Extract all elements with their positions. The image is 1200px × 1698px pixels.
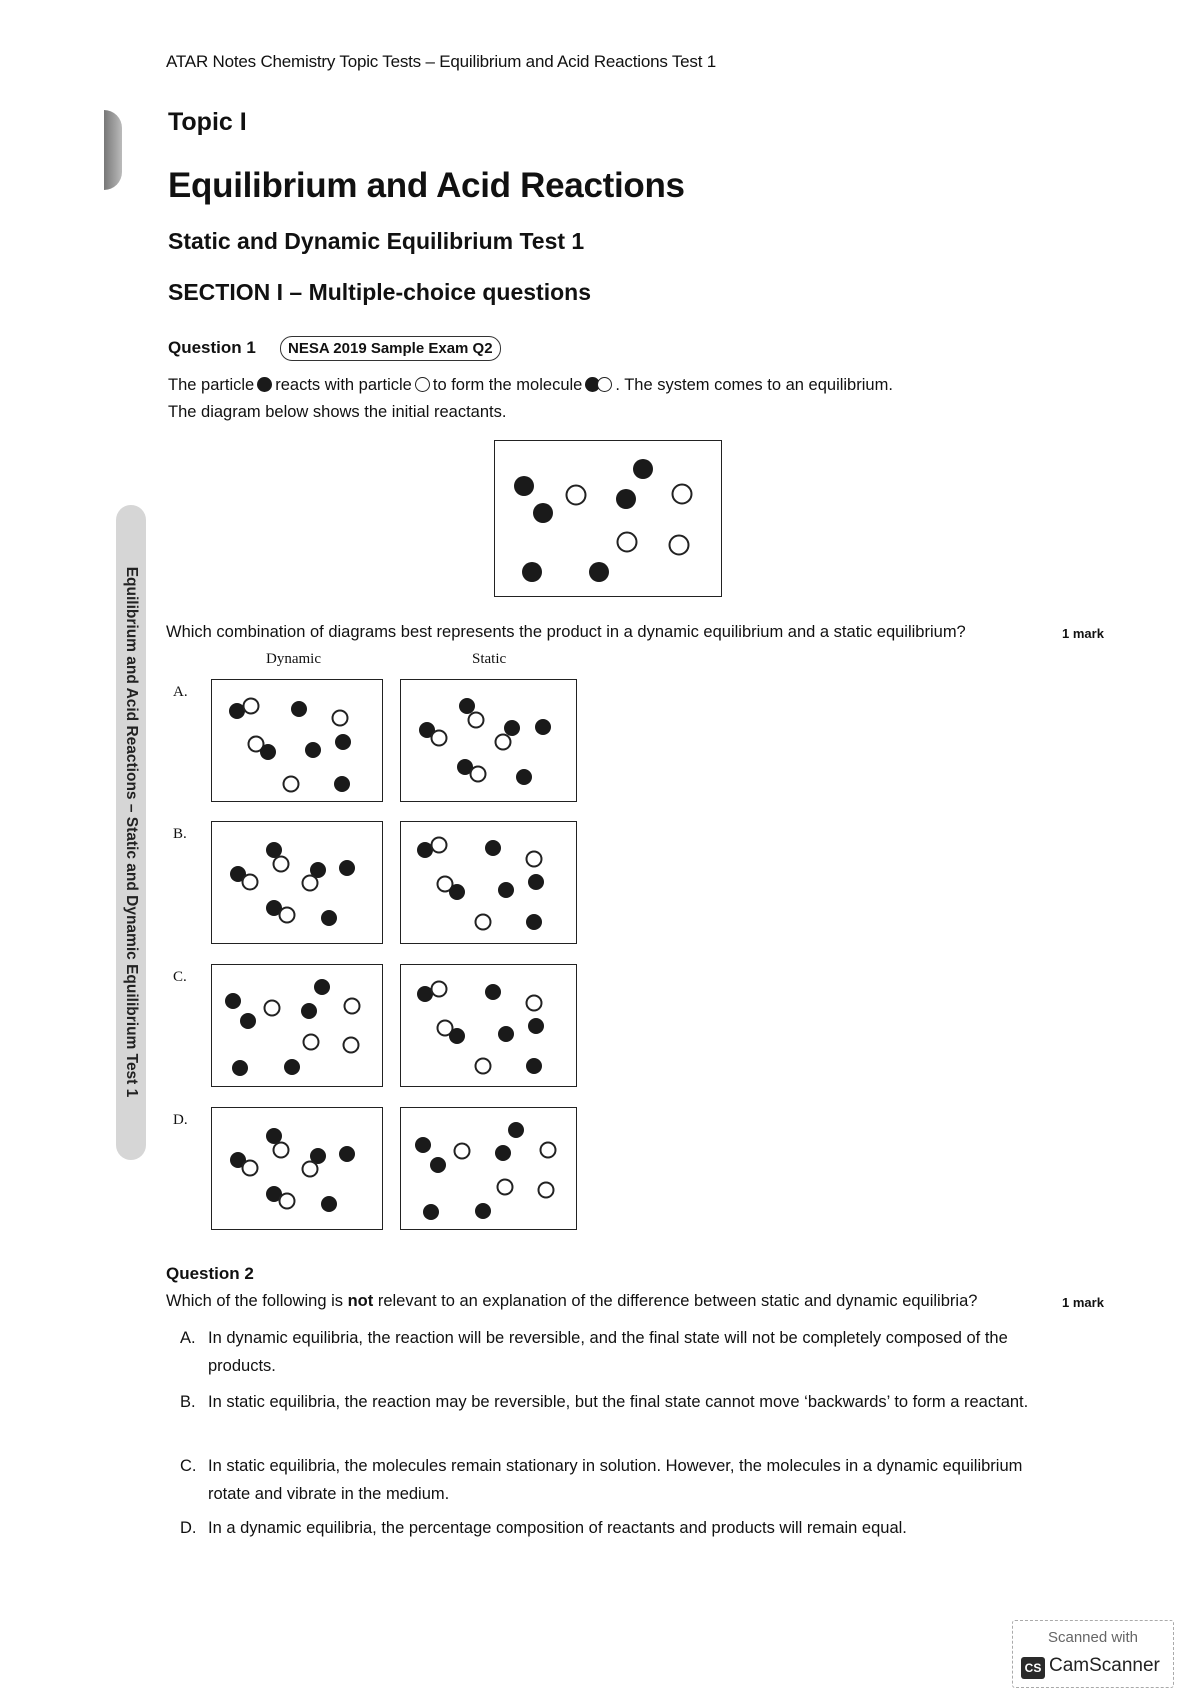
black-particle — [485, 984, 501, 1000]
option-c-dynamic-diagram[interactable] — [211, 964, 383, 1087]
black-particle — [528, 1018, 544, 1034]
option-text: In dynamic equilibria, the reaction will be reversible, and the final state will not be completely composed of the products. — [208, 1329, 1008, 1375]
black-particle — [526, 914, 542, 930]
sidebar-label: Equilibrium and Acid Reactions – Static and Dynamic Equilibrium Test 1 — [123, 566, 140, 1098]
q2-option-c[interactable] — [180, 1452, 1060, 1508]
option-text: In static equilibria, the reaction may be reversible, but the final state cannot move ‘backwards’ to form a reactant. — [208, 1393, 1029, 1411]
question-2-label: Question 2 — [166, 1264, 254, 1283]
white-particle — [471, 767, 486, 782]
option-letter: D. — [180, 1519, 197, 1537]
topic-label: Topic I — [168, 108, 247, 136]
column-label-static: Static — [472, 651, 507, 667]
white-particle — [344, 1038, 359, 1053]
black-particle — [589, 562, 609, 582]
stem-text: reacts with particle — [275, 376, 412, 394]
white-particle — [333, 711, 348, 726]
black-particle — [314, 979, 330, 995]
option-b-letter: B. — [173, 826, 187, 842]
page-title: Equilibrium and Acid Reactions — [168, 166, 685, 205]
black-particle — [475, 1203, 491, 1219]
black-particle — [430, 1157, 446, 1173]
option-d-letter: D. — [173, 1112, 188, 1128]
source-badge: NESA 2019 Sample Exam Q2 — [280, 336, 501, 361]
option-letter: C. — [180, 1457, 197, 1475]
white-particle — [280, 908, 295, 923]
black-particle — [334, 776, 350, 792]
black-particle — [260, 744, 276, 760]
black-particle — [514, 476, 534, 496]
white-particle — [567, 486, 586, 505]
black-particle — [305, 742, 321, 758]
black-particle — [291, 701, 307, 717]
white-particle — [455, 1144, 470, 1159]
black-particle — [459, 698, 475, 714]
black-particle — [526, 1058, 542, 1074]
white-particle — [432, 731, 447, 746]
option-d-dynamic-diagram[interactable] — [211, 1107, 383, 1230]
option-letter: B. — [180, 1393, 196, 1411]
black-particle — [449, 884, 465, 900]
white-particle — [476, 915, 491, 930]
question-2-marks: 1 mark — [1062, 1295, 1104, 1310]
black-particle — [321, 1196, 337, 1212]
white-particle — [274, 1143, 289, 1158]
black-particle — [266, 1128, 282, 1144]
page-edge-shadow — [104, 110, 122, 190]
white-particle — [539, 1183, 554, 1198]
running-header: ATAR Notes Chemistry Topic Tests – Equilibrium and Acid Reactions Test 1 — [166, 52, 716, 71]
black-particle — [616, 489, 636, 509]
white-particle-icon — [415, 377, 430, 392]
option-text: In a dynamic equilibria, the percentage composition of reactants and products will remain equal. — [208, 1519, 907, 1537]
option-d-static-diagram[interactable] — [400, 1107, 577, 1230]
white-particle — [527, 852, 542, 867]
black-particle — [321, 910, 337, 926]
option-a-letter: A. — [173, 684, 188, 700]
question-1-marks: 1 mark — [1062, 626, 1104, 641]
camscanner-logo-icon: CS — [1021, 1657, 1045, 1679]
black-particle — [535, 719, 551, 735]
white-particle — [496, 735, 511, 750]
white-particle — [243, 1161, 258, 1176]
column-label-dynamic: Dynamic — [266, 651, 321, 667]
white-particle — [670, 536, 689, 555]
prompt-text: Which of the following is — [166, 1292, 348, 1310]
test-subtitle: Static and Dynamic Equilibrium Test 1 — [168, 228, 585, 254]
white-particle — [673, 485, 692, 504]
white-particle — [432, 838, 447, 853]
q2-option-b[interactable] — [180, 1388, 1060, 1444]
stem-text: The particle — [168, 376, 255, 394]
black-particle — [516, 769, 532, 785]
prompt-text: relevant to an explanation of the difference between static and dynamic equilibria? — [373, 1292, 978, 1310]
black-particle — [284, 1059, 300, 1075]
option-b-dynamic-diagram[interactable] — [211, 821, 383, 944]
black-particle — [522, 562, 542, 582]
option-a-static-diagram[interactable] — [400, 679, 577, 802]
molecule-icon — [597, 377, 612, 392]
black-particle — [423, 1204, 439, 1220]
option-text: In static equilibria, the molecules remain stationary in solution. However, the molecules in a dynamic equilibrium rotate and vibrate in the medium. — [208, 1457, 1023, 1503]
black-particle — [339, 860, 355, 876]
black-particle — [240, 1013, 256, 1029]
q2-option-d[interactable] — [180, 1514, 1060, 1544]
black-particle — [485, 840, 501, 856]
question-1-prompt: Which combination of diagrams best represents the product in a dynamic equilibrium and a static equilibrium? — [166, 623, 966, 641]
black-particle-icon — [257, 377, 272, 392]
camscanner-watermark — [1012, 1620, 1174, 1688]
black-particle — [528, 874, 544, 890]
black-particle — [495, 1145, 511, 1161]
white-particle — [280, 1194, 295, 1209]
prompt-emphasis: not — [347, 1292, 374, 1310]
white-particle — [476, 1059, 491, 1074]
black-particle — [504, 720, 520, 736]
black-particle — [232, 1060, 248, 1076]
stem-text: . The system comes to an equilibrium. — [615, 376, 893, 394]
stem-text: to form the molecule — [432, 376, 583, 394]
q2-option-a[interactable] — [180, 1324, 1060, 1380]
particles — [514, 459, 692, 582]
option-a-dynamic-diagram[interactable] — [211, 679, 383, 802]
black-particle — [498, 1026, 514, 1042]
white-particle — [469, 713, 484, 728]
black-particle — [415, 1137, 431, 1153]
white-particle — [303, 1162, 318, 1177]
question-2-prompt — [166, 1292, 977, 1311]
white-particle — [303, 876, 318, 891]
black-particle — [508, 1122, 524, 1138]
white-particle — [304, 1035, 319, 1050]
white-particle — [345, 999, 360, 1014]
watermark-brand: CamScanner — [1049, 1655, 1160, 1676]
black-particle — [335, 734, 351, 750]
initial-reactants-diagram — [494, 440, 722, 597]
white-particle — [541, 1143, 556, 1158]
black-particle — [266, 842, 282, 858]
white-particle — [243, 875, 258, 890]
sidebar-tab — [116, 505, 146, 1160]
black-particle — [301, 1003, 317, 1019]
white-particle — [274, 857, 289, 872]
black-particle — [498, 882, 514, 898]
black-particle — [225, 993, 241, 1009]
option-c-static-diagram[interactable] — [400, 964, 577, 1087]
white-particle — [527, 996, 542, 1011]
watermark-caption: Scanned with — [1047, 1629, 1139, 1646]
white-particle — [265, 1001, 280, 1016]
black-particle — [449, 1028, 465, 1044]
white-particle — [284, 777, 299, 792]
stem-line-2: The diagram below shows the initial reactants. — [168, 403, 507, 421]
question-1-stem — [168, 372, 1048, 426]
option-b-static-diagram[interactable] — [400, 821, 577, 944]
section-heading: SECTION I – Multiple-choice questions — [168, 279, 591, 305]
black-particle — [533, 503, 553, 523]
white-particle — [432, 982, 447, 997]
white-particle — [244, 699, 259, 714]
black-particle — [339, 1146, 355, 1162]
white-particle — [618, 533, 637, 552]
black-particle — [633, 459, 653, 479]
question-1-label: Question 1 — [168, 338, 256, 357]
option-letter: A. — [180, 1329, 196, 1347]
white-particle — [498, 1180, 513, 1195]
option-c-letter: C. — [173, 969, 187, 985]
